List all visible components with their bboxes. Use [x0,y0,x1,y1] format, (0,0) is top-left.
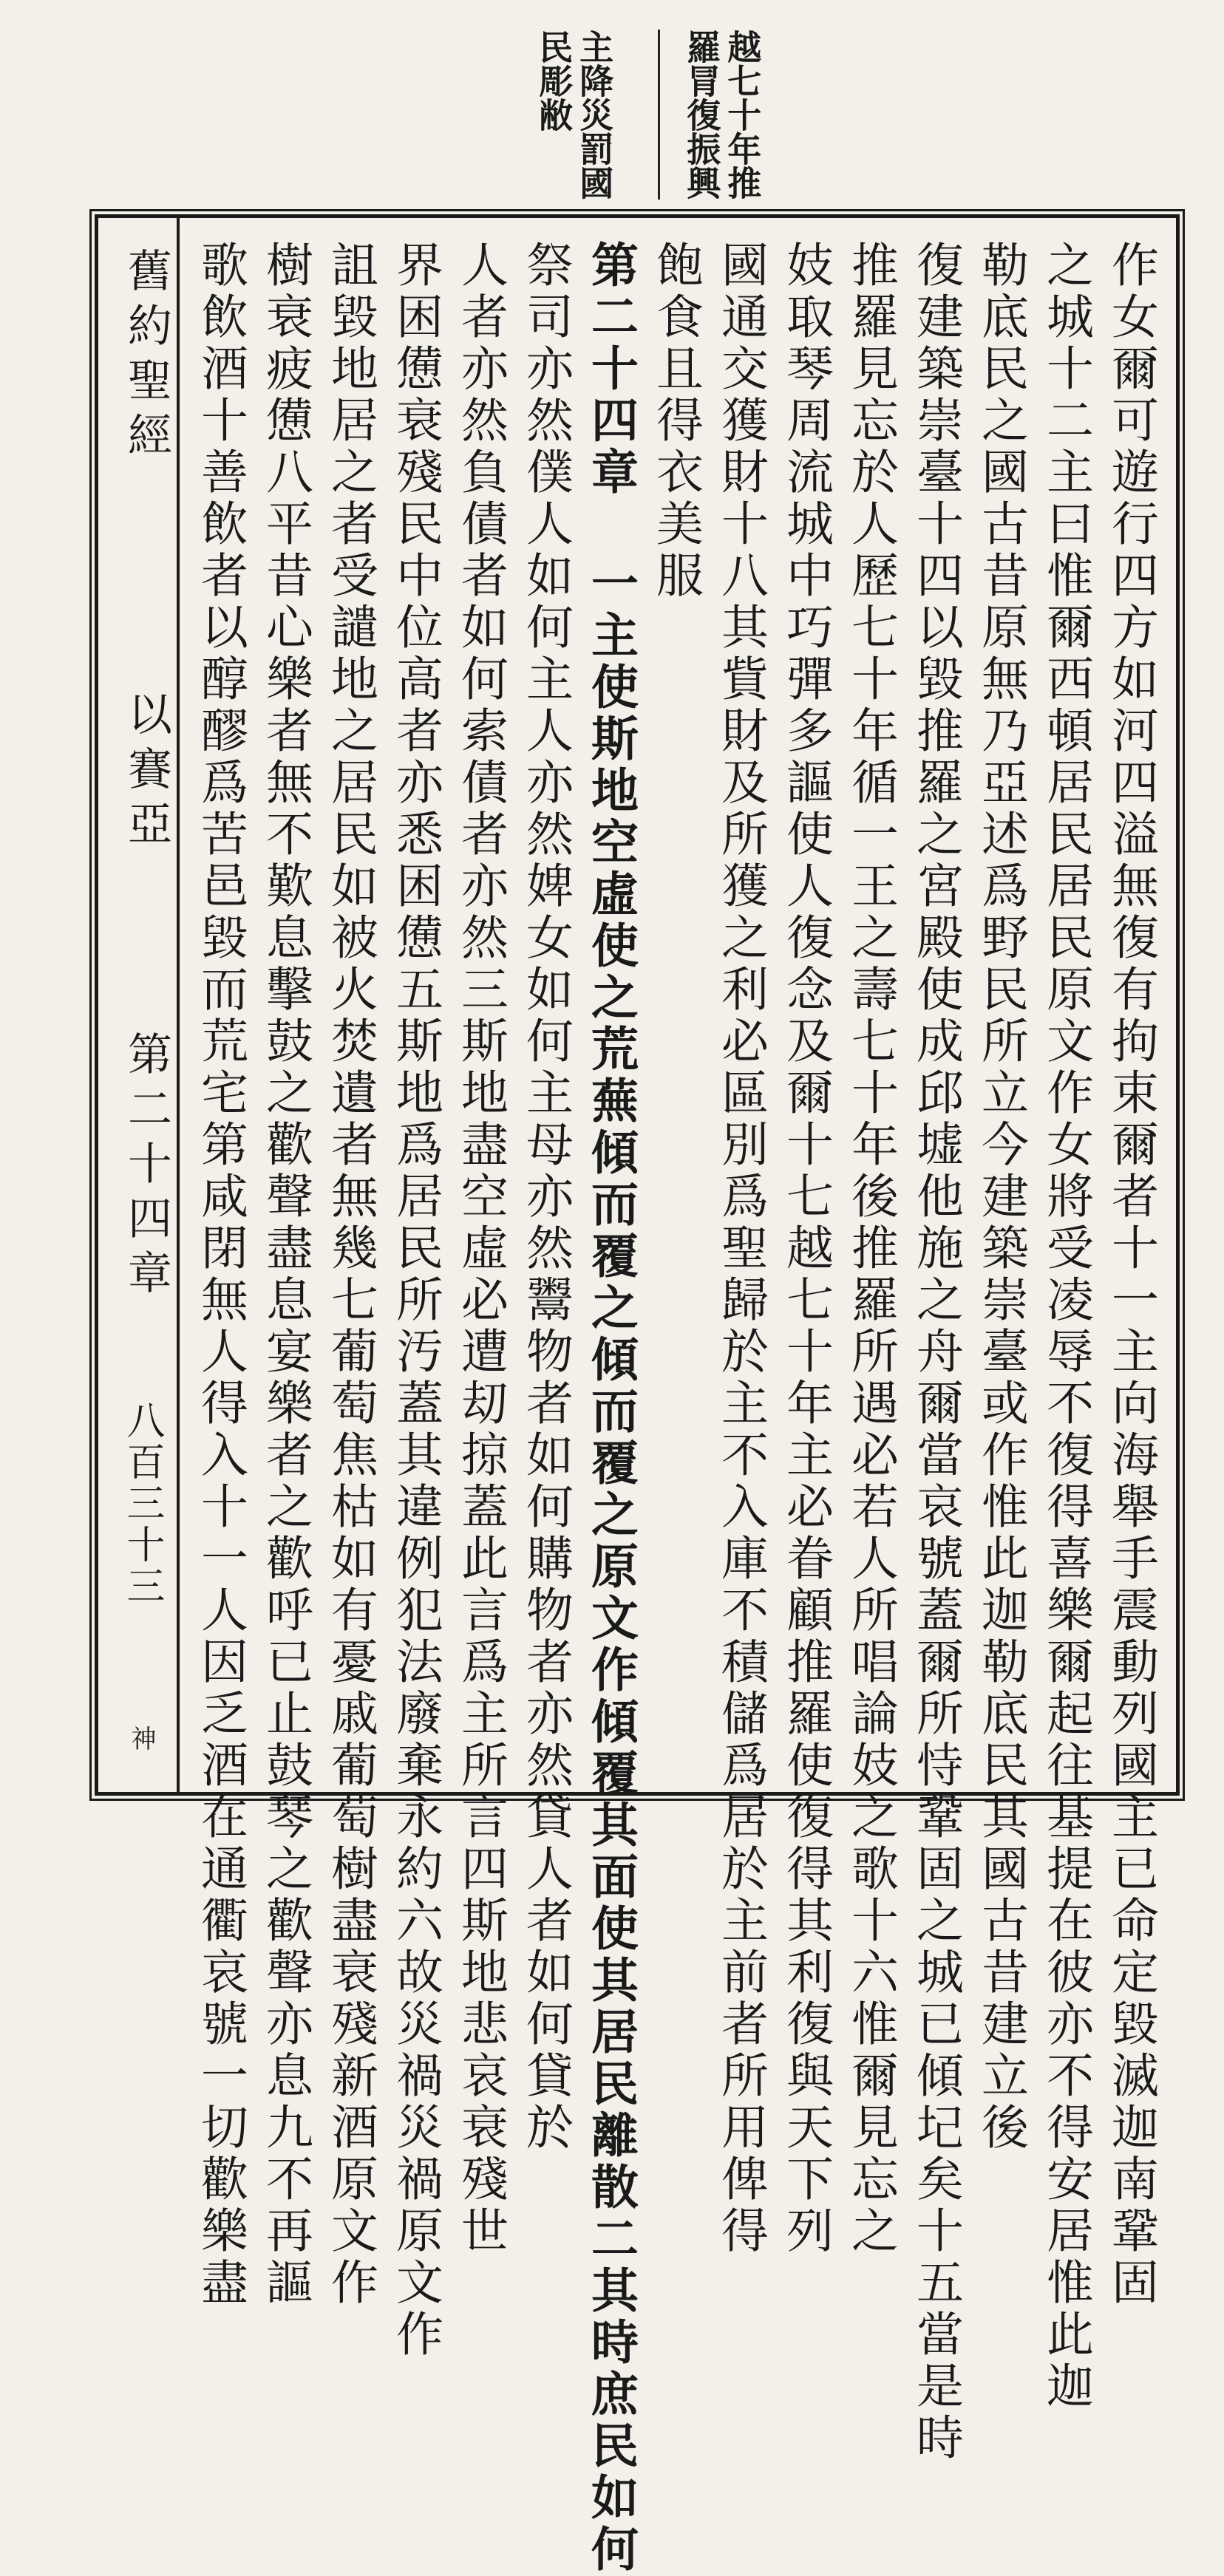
chapter-heading-column: 第二十四章 一主使斯地空虛使之荒蕪傾而覆之傾而覆之原文作傾覆其面使其居民離散二其時庶民如何 [583,240,639,2576]
imprint-mark: 神 [126,1725,156,1751]
text-column: 人者亦然負債者如何索債者亦然三斯地盡空虛必遭刧掠蓋此言爲主所言四斯地悲哀衰殘世 [453,240,508,2258]
text-column: 勒底民之國古昔原無乃亞述爲野民所立今建築崇臺或作惟此迦勒底民其國古昔建立後 [973,240,1028,2154]
side-margin-strip [98,218,180,1792]
text-column: 國通交獲財十八其貲財及所獲之利必區別爲聖歸於主不入庫不積儲爲居於主前者所用俾得 [713,240,768,2258]
text-column: 復建築崇臺十四以毀推羅之宮殿使成邱墟他施之舟爾當哀號蓋爾所恃鞏固之城已傾圮矣十五當是時 [908,240,963,2464]
headnote-divider [658,30,660,200]
page-number: 八百三十三 [120,1400,164,1607]
chapter-number: 第二十四章 [120,1031,172,1304]
text-column: 界困憊衰殘民中位高者亦悉困憊五斯地爲居民所汚蓋其違例犯法廢棄永約六故災禍災禍原文作 [388,240,443,2361]
text-column: 詛毀地居之者受譴地之居民如被火焚遺者無幾七葡萄焦枯如有憂戚葡萄樹盡衰殘新酒原文作 [323,240,378,2309]
text-body [193,240,1161,2576]
headnote-line: 羅冐復振興 [681,30,722,200]
text-column: 之城十二主曰惟爾西頓居民居民原文作女將受凌辱不復得喜樂爾起往基提在彼亦不得安居惟此迦 [1038,240,1093,2413]
text-column: 歌飲酒十善飲者以醇醪爲苦邑毀而荒宅第咸閉無人得入十一人因乏酒在通衢哀號一切歡樂盡 [193,240,248,2309]
text-column: 祭司亦然僕人如何主人亦然婢女如何主母亦然鬻物者如何購物者亦然貸人者如何貸於 [518,240,573,2154]
margin-headnotes [517,30,828,207]
text-columns [190,240,1161,2576]
text-column: 推羅見忘於人歷七十年循一王之壽七十年後推羅所遇必若人所唱論妓之歌十六惟爾見忘之 [843,240,898,2258]
text-column: 飽食且得衣美服 [648,240,703,602]
page-frame [95,214,1180,2576]
text-column: 作女爾可遊行四方如河四溢無復有拘束爾者十一主向海舉手震動列國主已命定毀滅迦南鞏固 [1104,240,1158,2309]
book-title: 舊約聖經 [120,248,172,466]
text-column: 妓取琴周流城中巧彈多謳使人復念及爾十七越七十年主必眷顧推羅使復得其利復與天下列 [778,240,833,2258]
headnote-line: 主降災罰國 [574,30,615,200]
book-name: 以賽亞 [120,691,172,855]
text-column: 樹衰疲憊八平昔心樂者無不歎息擊鼓之歡聲盡息宴樂者之歡呼已止鼓琴之歡聲亦息九不再謳 [258,240,313,2309]
headnote-line: 越七十年推 [722,30,763,200]
headnote-line: 民彫敝 [534,30,574,132]
